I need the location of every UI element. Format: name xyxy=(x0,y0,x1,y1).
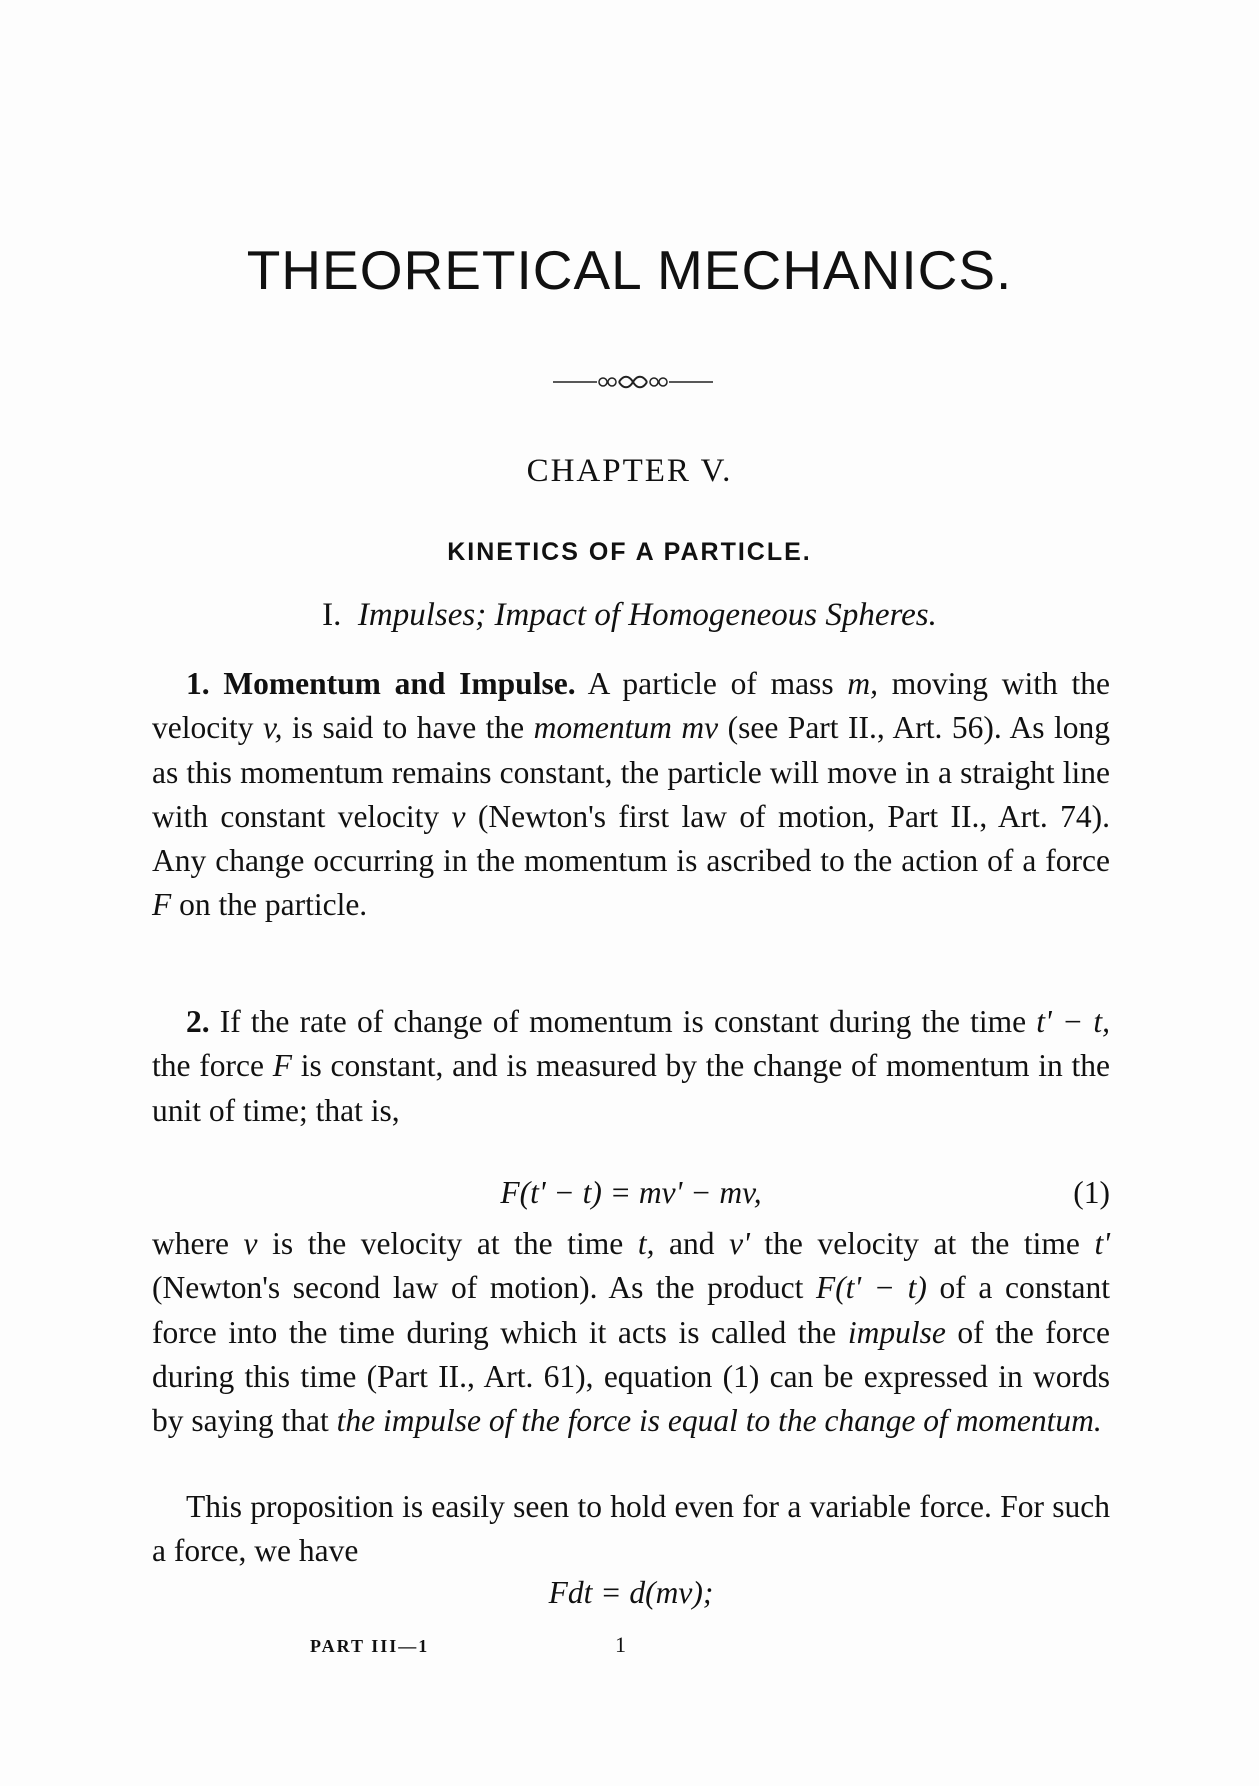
text: where xyxy=(152,1226,244,1261)
text: the force xyxy=(152,1048,273,1084)
text: of a constant force into the time during which it acts is called the xyxy=(152,1270,1110,1350)
math-v: v xyxy=(243,1226,258,1261)
emphasis-impulse: impulse xyxy=(847,1314,946,1350)
article-number: 1. xyxy=(186,666,210,701)
equation-number: (1) xyxy=(1073,1175,1110,1210)
math-v: v xyxy=(451,798,466,834)
text: is said to have the xyxy=(282,710,534,746)
paragraph-3 xyxy=(152,1222,1110,1443)
book-title: THEORETICAL MECHANICS. xyxy=(246,239,1013,301)
math-v-prime: v' xyxy=(729,1226,750,1261)
printer-signature: PART III—1 xyxy=(310,1636,430,1656)
subsection-heading xyxy=(0,597,1259,634)
text: This proposition is easily seen to hold even for a variable force. For such a force, we have xyxy=(152,1489,1110,1569)
text: (Newton's first law of motion, Part II., Art. 74). Any change occurring in the momentum is ascribed to the action of a force xyxy=(152,798,1110,879)
page-number: 1 xyxy=(615,1632,626,1657)
equation-2 xyxy=(152,1575,1110,1619)
article-number: 2. xyxy=(186,1004,210,1039)
paragraph-4 xyxy=(152,1485,1110,1574)
text: is constant, and is measured by the change of momentum in the unit of time; that is, xyxy=(152,1048,1110,1128)
math-v: v, xyxy=(262,710,283,746)
text: If the rate of change of momentum is constant during the time xyxy=(209,1004,1037,1039)
chapter-heading: CHAPTER V. xyxy=(526,453,733,489)
paragraph-1 xyxy=(152,662,1110,928)
subsection-number: I. xyxy=(322,597,342,633)
equation-1 xyxy=(152,1175,1110,1219)
math-F: F xyxy=(272,1048,292,1084)
emphasis-statement: the impulse of the force is equal to the change of momentum. xyxy=(336,1403,1102,1439)
article-heading: Momentum and Impulse. xyxy=(223,666,576,701)
text: A particle of mass xyxy=(587,666,848,701)
subsection-title: Impulses; Impact of Homogeneous Spheres. xyxy=(357,597,937,633)
equation-expression: F(t' − t) = mv' − mv, xyxy=(500,1175,762,1210)
paragraph-2 xyxy=(152,1000,1110,1133)
section-title: KINETICS OF A PARTICLE. xyxy=(447,538,812,566)
math-time: t' − t, xyxy=(1036,1004,1110,1039)
text: of the force during this time (Part II., Art. 61), equation (1) can be expressed in words by saying that xyxy=(152,1314,1110,1439)
math-impulse-expr: F(t' − t) xyxy=(815,1270,927,1306)
text: on the particle. xyxy=(171,887,368,923)
text: and xyxy=(654,1226,730,1261)
math-m: m, xyxy=(847,666,878,701)
text: is the velocity at the time xyxy=(257,1226,638,1261)
equation-expression: Fdt = d(mv); xyxy=(548,1575,714,1610)
ornament-divider-icon xyxy=(553,373,713,391)
math-t-prime: t' xyxy=(1094,1226,1111,1261)
math-t: t, xyxy=(637,1226,655,1261)
text: the velocity at the time xyxy=(749,1226,1095,1261)
math-F: F xyxy=(152,887,172,923)
text: moving with the velocity xyxy=(152,666,1110,746)
text: (see Part II., Art. 56). As long as this momentum remains constant, the particle will move in a straight line with constant velocity xyxy=(152,710,1110,834)
emphasis-momentum: momentum mv xyxy=(533,710,719,746)
text: (Newton's second law of motion). As the product xyxy=(152,1270,816,1306)
